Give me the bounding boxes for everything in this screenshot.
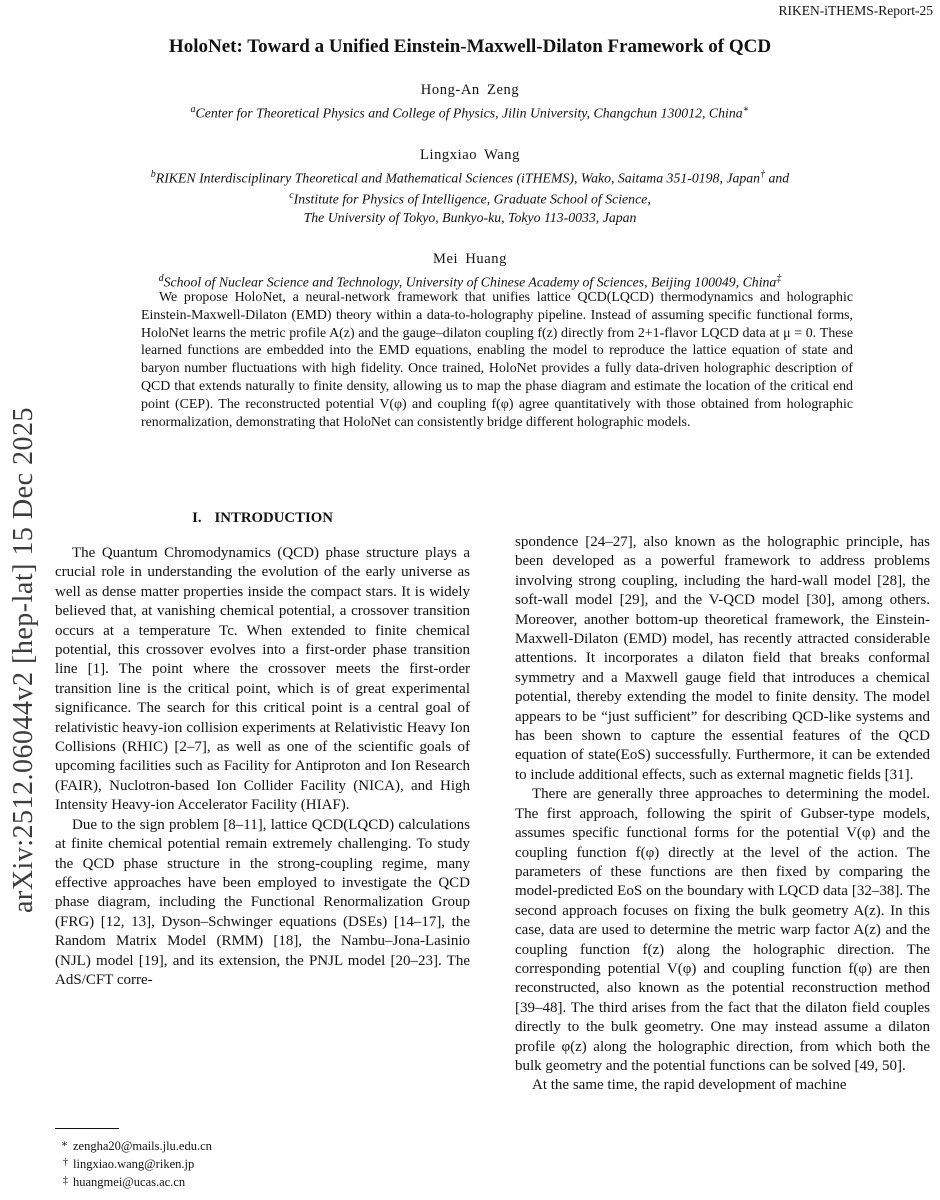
author-block: [30, 82, 910, 123]
affiliation-superscript: d: [158, 272, 164, 284]
body-paragraph: The Quantum Chromodynamics (QCD) phase structure plays a crucial role in understanding the evolution of the early universe as well as dense matter properties inside the compact stars. It is widely believed that, at vanishing chemical potential, a crossover transition occurs at a temperature Tc. When extended to finite chemical potential, this crossover evolves into a first-order phase transition line [1]. The point where the crossover meets the first-order transition line is the critical point, which is of great experimental significance. The search for this critical point is a central goal of relativistic heavy-ion collision experiments at Relativistic Heavy Ion Collisions (RHIC) [2–7], as well as one of the scientific goals of upcoming facilities such as Facility for Antiproton and Ion Research (FAIR), Nuclotron-based Ion Collider Facility (NICA), and High Intensity Heavy-ion Accelerator Facility (HIAF).: [55, 545, 470, 814]
body-paragraph: There are generally three approaches to determining the model. The first approach, following the spirit of Gubser-type models, assumes specific functional forms for the potential V(φ) and the coupling function f(φ) directly at the level of the action. The parameters of these functions are then fixed by comparing the model-predicted EoS on the boundary with LQCD data [32–38]. The second approach focuses on fixing the bulk geometry A(z). In this case, data are used to determine the metric warp factor A(z) and the coupling function f(z) along the holographic direction. The corresponding potential V(φ) and coupling function f(φ) are then reconstructed, also known as the potential reconstruction method [39–48]. The third arises from the fact that the dilaton field couples directly to the bulk geometry. One may instead assume a dilaton profile φ(z) along the holographic direction, from which both the bulk geometry and the potential functions can be solved [49, 50].: [515, 786, 930, 1074]
arxiv-watermark: arXiv:2512.06044v2 [hep-lat] 15 Dec 2025: [8, 407, 39, 913]
footnote-text: zengha20@mails.jlu.edu.cn: [73, 1139, 212, 1153]
right-column: [515, 506, 930, 1200]
affiliation-tail: and: [765, 170, 790, 186]
affiliation-line: [30, 166, 910, 188]
left-column: [55, 506, 470, 1200]
affiliation-text: School of Nuclear Science and Technology, University of Chinese Academy of Sciences, Beijing 100049, China: [163, 274, 777, 290]
affiliation-mark: ∗: [742, 104, 750, 115]
affiliation-text: Center for Theoretical Physics and College of Physics, Jilin University, Changchun 130012, China: [195, 105, 743, 121]
affiliation-mark: ‡: [776, 272, 782, 284]
affiliation-superscript: a: [190, 104, 196, 115]
abstract: We propose HoloNet, a neural-network framework that unifies lattice QCD(LQCD) thermodynamics and holographic Einstein-Maxwell-Dilaton (EMD) theory within a data-to-holography pipeline. Instead of assuming specific functional forms, HoloNet learns the metric profile A(z) and the gauge–dilaton coupling f(z) directly from 2+1-flavor LQCD data at μ = 0. These learned functions are embedded into the EMD equations, enabling the model to reproduce the lattice equation of state and baryon number fluctuations with high fidelity. Once trained, HoloNet provides a fully data-driven holographic description of QCD that extends naturally to finite density, allowing us to map the phase diagram and estimate the location of the critical end point (CEP). The reconstructed potential V(φ) and coupling f(φ) agree quantitatively with those obtained from holographic renormalization, demonstrating that HoloNet can consistently bridge different holographic models.: [141, 290, 853, 430]
author-block: [30, 251, 910, 292]
affiliation-superscript: b: [150, 168, 156, 180]
footnote-mark: ‡: [62, 1175, 68, 1186]
affiliation-text: RIKEN Interdisciplinary Theoretical and Mathematical Sciences (iTHEMS), Wako, Saitama 351-0198, Japan: [155, 170, 761, 186]
author-name: Mei Huang: [432, 250, 508, 267]
footnote-text: huangmei@ucas.ac.cn: [73, 1175, 186, 1189]
body-paragraph: spondence [24–27], also known as the holographic principle, has been developed as a powerful framework to address problems involving strong coupling, including the hard-wall model [28], the soft-wall model [29], and the V-QCD model [30], among others. Moreover, another bottom-up theoretical framework, the Einstein-Maxwell-Dilaton (EMD) model, has recently attracted considerable attentions. It incorporates a dilaton field that breaks conformal symmetry and a Maxwell gauge field that introduces a chemical potential, thereby extending the model to finite density. The model appears to be “just sufficient” for describing QCD-like systems and has been shown to capture the essential features of the QCD equation of state(EoS) successfully. Furthermore, it can be extended to include additional effects, such as external magnetic fields [31].: [515, 534, 930, 783]
report-number: RIKEN-iTHEMS-Report-25: [778, 3, 933, 18]
footnote-text: lingxiao.wang@riken.jp: [73, 1157, 195, 1171]
author-block: [30, 147, 910, 227]
footnote: [55, 1138, 471, 1156]
footnote: [55, 1156, 471, 1174]
author-name: Lingxiao Wang: [420, 146, 520, 163]
footnotes: [55, 1128, 471, 1192]
affiliation-mark: †: [760, 168, 766, 180]
footnote-rule: [55, 1128, 119, 1129]
section-title: INTRODUCTION: [214, 510, 333, 526]
affiliation-superscript: c: [289, 190, 294, 202]
affiliation-line: [30, 101, 910, 123]
two-column-body: [55, 506, 930, 1200]
footnote-mark: ∗: [60, 1139, 68, 1150]
footnote-mark: †: [62, 1157, 68, 1168]
paper-title: HoloNet: Toward a Unified Einstein-Maxwell-Dilaton Framework of QCD: [168, 36, 772, 57]
affiliation-text: The University of Tokyo, Bunkyo-ku, Tokyo 113-0033, Japan: [303, 209, 637, 225]
body-paragraph: At the same time, the rapid development of machine: [532, 1077, 847, 1094]
author-name: Hong-An Zeng: [420, 82, 520, 98]
section-heading: [55, 510, 470, 527]
affiliation-line: [30, 187, 910, 209]
affiliation-text: Institute for Physics of Intelligence, Graduate School of Science,: [293, 191, 651, 207]
author-list: [30, 82, 910, 315]
affiliation-line: [30, 209, 910, 227]
body-paragraph: Due to the sign problem [8–11], lattice QCD(LQCD) calculations at finite chemical potential remain extremely challenging. To study the QCD phase structure in the strong-coupling regime, many effective approaches have been employed to investigate the QCD phase diagram, including the Functional Renormalization Group (FRG) [12, 13], Dyson–Schwinger equations (DSEs) [14–17], the Random Matrix Model (RMM) [18], the Nambu–Jona-Lasinio (NJL) model [19], and its extension, the PNJL model [20–23]. The AdS/CFT corre-: [55, 816, 470, 988]
section-number: I.: [192, 510, 202, 526]
footnote: [55, 1174, 471, 1192]
